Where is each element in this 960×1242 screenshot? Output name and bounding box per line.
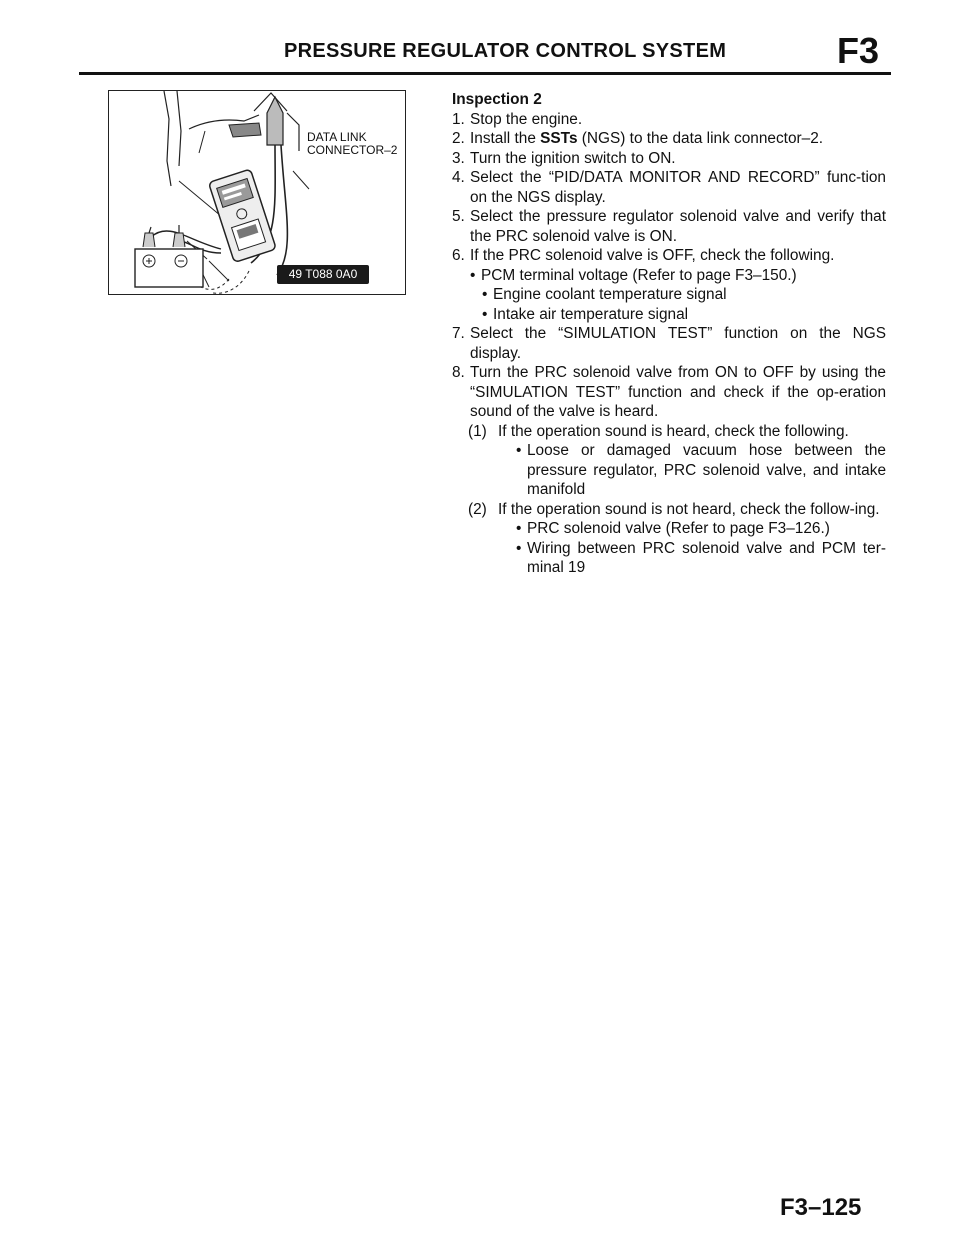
step-2 — [452, 129, 886, 149]
step-number: 4. — [452, 169, 465, 186]
page-header — [79, 30, 891, 75]
page-title: PRESSURE REGULATOR CONTROL SYSTEM — [284, 40, 727, 62]
bullet-text: PRC solenoid valve (Refer to page F3–126.) — [527, 520, 830, 537]
list-item — [516, 539, 886, 578]
step-text: Select the pressure regulator solenoid valve and verify that the PRC solenoid valve is ON. — [470, 208, 886, 245]
bullet-icon: • — [482, 286, 488, 303]
figure-code-badge: 49 T088 0A0 — [277, 265, 369, 284]
step-text: Stop the engine. — [470, 110, 583, 128]
step-text: Turn the PRC solenoid valve from ON to OFF by using the “SIMULATION TEST” function and check if the op-eration sound of the valve is heard. — [470, 364, 886, 420]
callout-line-1: DATA LINK — [307, 130, 367, 144]
list-item — [482, 305, 886, 325]
step-number: 5. — [452, 208, 465, 225]
procedure-text — [452, 90, 886, 578]
step-number: 6. — [452, 247, 465, 264]
bullet-text: Wiring between PRC solenoid valve and PCM ter-minal 19 — [527, 539, 886, 576]
figure-callout — [307, 131, 397, 157]
sst-term: SSTs — [540, 130, 578, 147]
step-number: 1. — [452, 110, 465, 128]
bullet-icon: • — [516, 442, 522, 459]
substep-1 — [468, 422, 886, 500]
page-number: F3–125 — [780, 1194, 862, 1221]
substep-number: (2) — [468, 500, 487, 518]
connection-figure — [108, 90, 406, 295]
bullet-text: PCM terminal voltage (Refer to page F3–150.) — [481, 266, 797, 284]
bullet-text: Intake air temperature signal — [493, 305, 689, 323]
step-text: If the PRC solenoid valve is OFF, check the following. — [470, 247, 835, 264]
step-text: Turn the ignition switch to ON. — [470, 149, 676, 167]
step-5 — [452, 207, 886, 246]
step-6 — [452, 246, 886, 266]
step-number: 8. — [452, 364, 465, 381]
step-7 — [452, 324, 886, 363]
callout-line-2: CONNECTOR–2 — [307, 143, 398, 157]
list-item — [482, 285, 886, 305]
step-text: Select the “PID/DATA MONITOR AND RECORD” func-tion on the NGS display. — [470, 169, 886, 206]
step-8 — [452, 363, 886, 422]
step-4 — [452, 168, 886, 207]
bullet-icon: • — [482, 305, 488, 323]
bullet-icon: • — [516, 539, 522, 557]
step-number: 2. — [452, 130, 465, 147]
substep-text: If the operation sound is not heard, check the follow-ing. — [498, 500, 880, 518]
substep-number: (1) — [468, 422, 487, 440]
substep-text: If the operation sound is heard, check the following. — [498, 422, 849, 440]
step-number: 7. — [452, 325, 465, 342]
step-1 — [452, 110, 886, 130]
step-3 — [452, 149, 886, 169]
list-item — [516, 519, 886, 539]
list-item — [470, 266, 886, 286]
section-heading: Inspection 2 — [452, 91, 542, 108]
bullet-icon: • — [516, 520, 522, 537]
step-text — [470, 129, 886, 149]
bullet-text: Engine coolant temperature signal — [493, 286, 727, 303]
list-item — [516, 441, 886, 500]
step-number: 3. — [452, 149, 465, 167]
step-text-part: (NGS) to the data link connector–2. — [577, 130, 824, 147]
bullet-text: Loose or damaged vacuum hose between the pressure regulator, PRC solenoid valve, and intake manifold — [527, 442, 886, 498]
step-text-part: Install the — [470, 130, 541, 147]
step-text: Select the “SIMULATION TEST” function on the NGS display. — [470, 325, 886, 362]
section-code: F3 — [836, 30, 879, 71]
bullet-icon: • — [470, 266, 476, 284]
substep-2 — [468, 500, 886, 578]
